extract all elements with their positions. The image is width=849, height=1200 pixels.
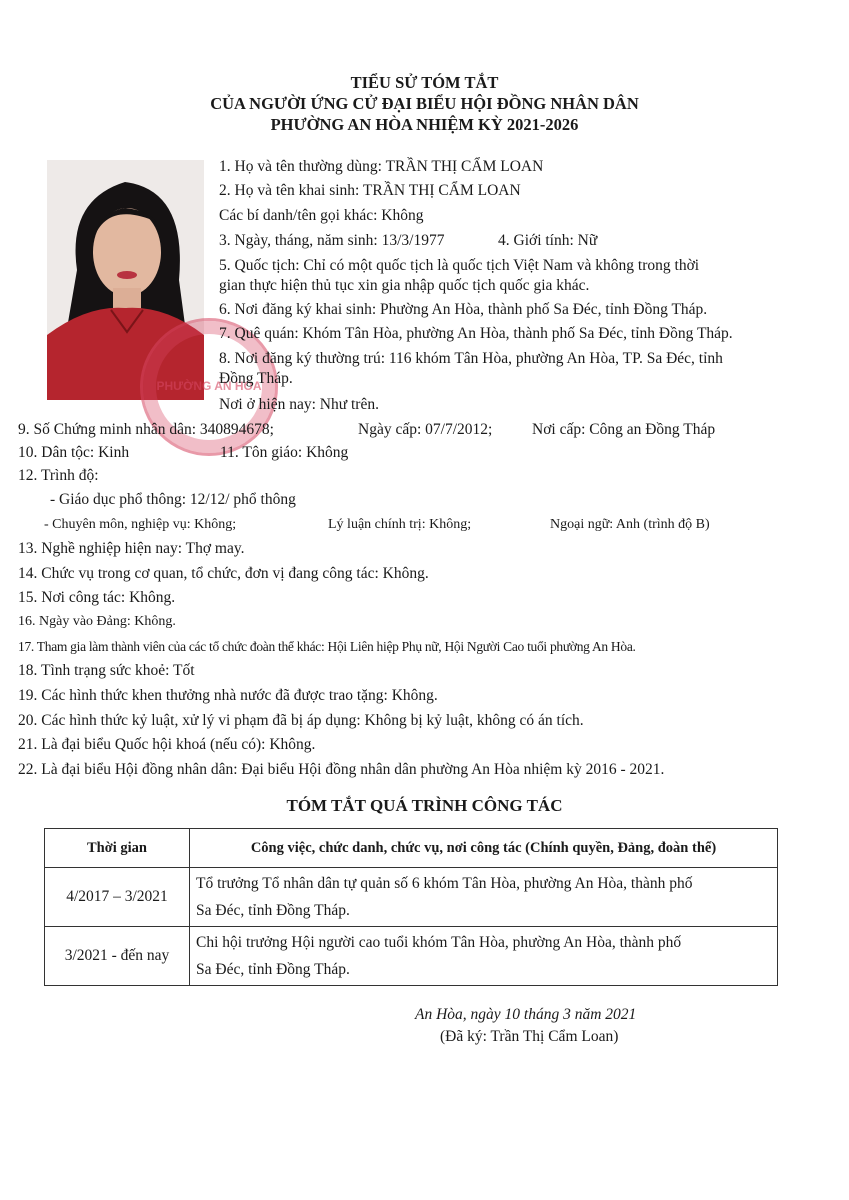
field-birth-name: 2. Họ và tên khai sinh: TRẦN THỊ CẨM LOAN	[219, 182, 521, 199]
field-national-assembly: 21. Là đại biểu Quốc hội khoá (nếu có): Không.	[18, 736, 316, 753]
field-workplace: 15. Nơi công tác: Không.	[18, 589, 176, 606]
field-education: 12. Trình độ:	[18, 467, 99, 484]
field-birth-date: 3. Ngày, tháng, năm sinh: 13/3/1977	[219, 232, 445, 249]
field-gender: 4. Giới tính: Nữ	[498, 232, 598, 249]
signature-name: (Đã ký: Trần Thị Cẩm Loan)	[440, 1028, 619, 1045]
title-line-1: TIỂU SỬ TÓM TẮT	[350, 73, 499, 92]
field-hometown: 7. Quê quán: Khóm Tân Hòa, phường An Hòa, thành phố Sa Đéc, tỉnh Đồng Tháp.	[219, 325, 733, 342]
field-ethnicity: 10. Dân tộc: Kinh	[18, 444, 130, 461]
title-line-3: PHƯỜNG AN HÒA NHIỆM KỲ 2021-2026	[270, 115, 579, 134]
row-description-line-2: Sa Đéc, tỉnh Đồng Tháp.	[196, 961, 350, 978]
row-time: 3/2021 - đến nay	[45, 927, 190, 986]
header-time: Thời gian	[45, 829, 190, 868]
field-discipline: 20. Các hình thức kỷ luật, xử lý vi phạm đã bị áp dụng: Không bị kỷ luật, không có án tích.	[18, 712, 584, 729]
header-description: Công việc, chức danh, chức vụ, nơi công tác (Chính quyền, Đảng, đoàn thể)	[190, 829, 778, 868]
field-health: 18. Tình trạng sức khoẻ: Tốt	[18, 662, 195, 679]
field-birth-registration: 6. Nơi đăng ký khai sinh: Phường An Hòa, thành phố Sa Đéc, tỉnh Đồng Tháp.	[219, 301, 708, 318]
field-occupation: 13. Nghề nghiệp hiện nay: Thợ may.	[18, 540, 245, 557]
field-awards: 19. Các hình thức khen thưởng nhà nước đã được trao tặng: Không.	[18, 687, 438, 704]
table-row	[45, 868, 778, 927]
field-common-name: 1. Họ và tên thường dùng: TRẦN THỊ CẨM LOAN	[219, 158, 544, 175]
document-title	[0, 72, 849, 135]
field-profession: - Chuyên môn, nghiệp vụ: Không;	[44, 517, 237, 532]
field-nationality-2: gian thực hiện thủ tục xin gia nhập quốc tịch quốc gia khác.	[219, 277, 590, 294]
work-history-table	[44, 828, 778, 986]
field-religion: 11. Tôn giáo: Không	[220, 444, 349, 461]
row-time: 4/2017 – 3/2021	[45, 868, 190, 927]
table-row	[45, 927, 778, 986]
field-party-date: 16. Ngày vào Đảng: Không.	[18, 614, 176, 629]
title-line-2: CỦA NGƯỜI ỨNG CỬ ĐẠI BIỂU HỘI ĐỒNG NHÂN DÂN	[210, 94, 639, 113]
table-header-row	[45, 829, 778, 868]
field-council: 22. Là đại biểu Hội đồng nhân dân: Đại biểu Hội đồng nhân dân phường An Hòa nhiệm kỳ 2016 - 2021.	[18, 761, 665, 778]
row-description	[190, 868, 778, 927]
row-description-line-1: Tổ trưởng Tổ nhân dân tự quản số 6 khóm Tân Hòa, phường An Hòa, thành phố	[196, 875, 693, 892]
field-current-address: Nơi ở hiện nay: Như trên.	[219, 396, 379, 413]
field-organizations: 17. Tham gia làm thành viên của các tổ chức đoàn thể khác: Hội Liên hiệp Phụ nữ, Hội Người Cao tuổi phường An Hòa.	[18, 639, 636, 654]
field-residence-2: Đồng Tháp.	[219, 370, 293, 387]
field-foreign-language: Ngoại ngữ: Anh (trình độ B)	[550, 517, 710, 532]
row-description-line-1: Chi hội trưởng Hội người cao tuổi khóm Tân Hòa, phường An Hòa, thành phố	[196, 934, 682, 951]
field-id-date: Ngày cấp: 07/7/2012;	[358, 421, 493, 438]
field-nationality-1: 5. Quốc tịch: Chỉ có một quốc tịch là quốc tịch Việt Nam và không trong thời	[219, 257, 700, 274]
row-description	[190, 927, 778, 986]
work-history-title: TÓM TẮT QUÁ TRÌNH CÔNG TÁC	[286, 796, 563, 815]
field-residence-1: 8. Nơi đăng ký thường trú: 116 khóm Tân Hòa, phường An Hòa, TP. Sa Đéc, tỉnh	[219, 350, 723, 367]
field-alias: Các bí danh/tên gọi khác: Không	[219, 207, 424, 224]
field-id-place: Nơi cấp: Công an Đồng Tháp	[532, 421, 716, 438]
signature-date: An Hòa, ngày 10 tháng 3 năm 2021	[415, 1006, 637, 1023]
field-general-education: - Giáo dục phổ thông: 12/12/ phổ thông	[50, 491, 296, 508]
seal-text: PHƯỜNG AN HÒA	[156, 379, 262, 393]
field-politics: Lý luận chính trị: Không;	[328, 517, 472, 532]
field-position: 14. Chức vụ trong cơ quan, tổ chức, đơn vị đang công tác: Không.	[18, 565, 429, 582]
row-description-line-2: Sa Đéc, tỉnh Đồng Tháp.	[196, 902, 350, 919]
field-id-number: 9. Số Chứng minh nhân dân: 340894678;	[18, 421, 274, 438]
